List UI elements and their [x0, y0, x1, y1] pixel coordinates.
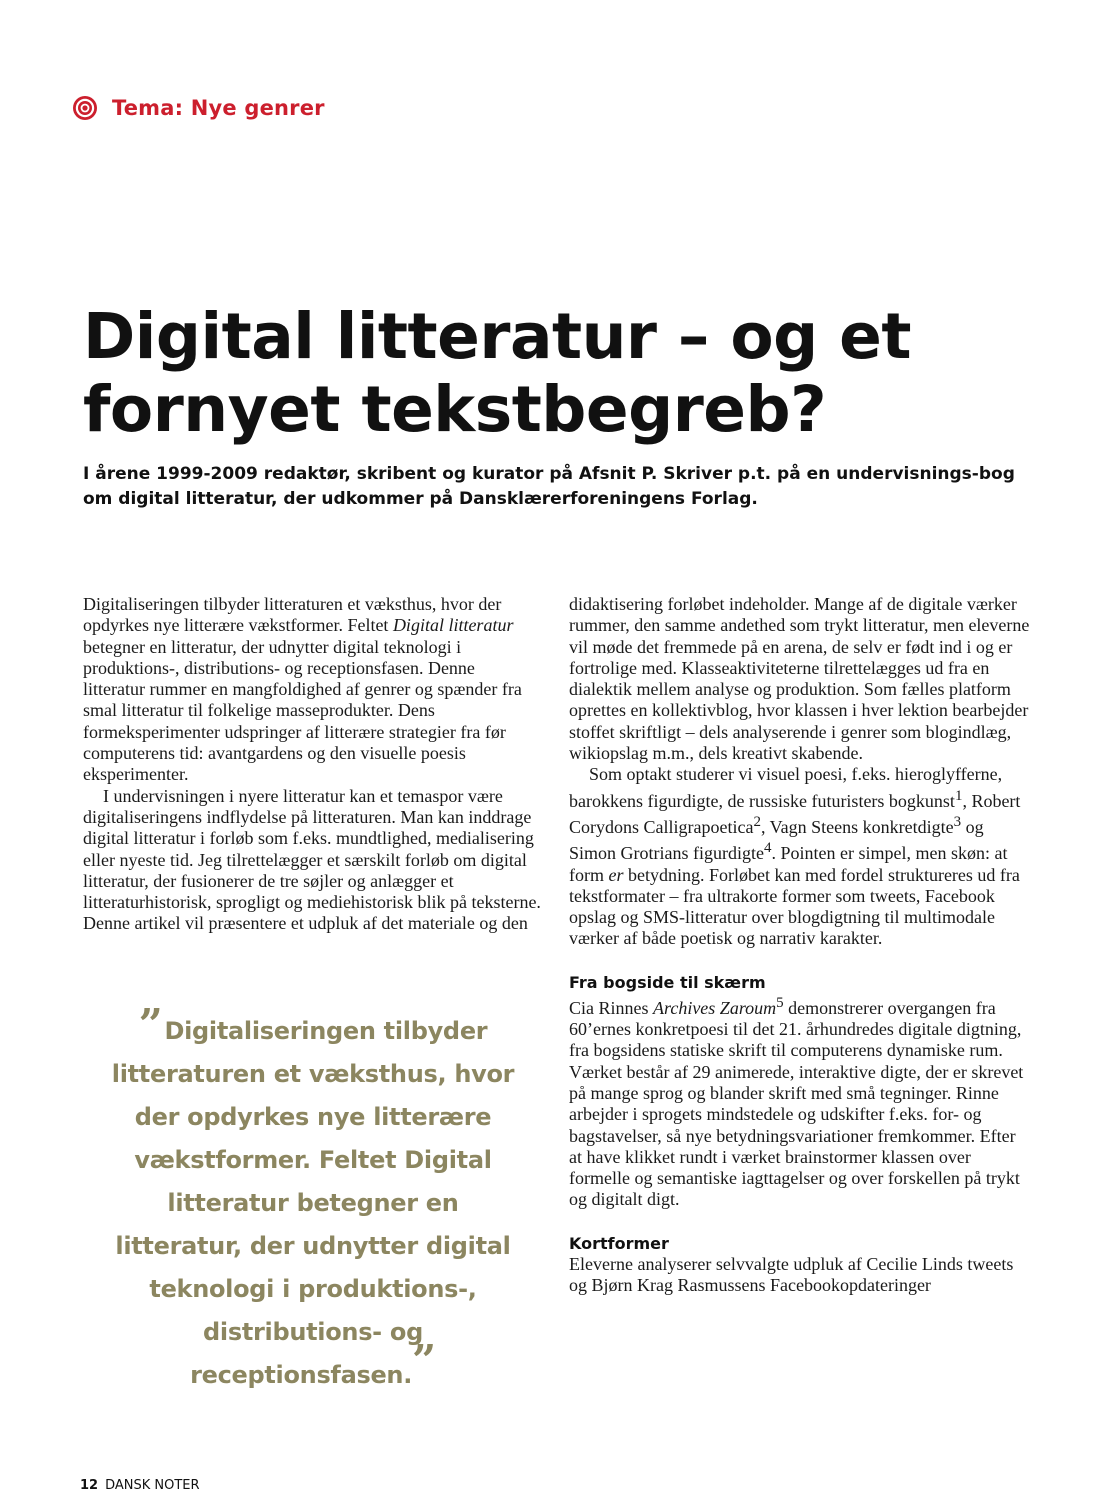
footnote-ref: 1: [954, 787, 963, 804]
footnote-ref: 3: [953, 813, 962, 830]
title-line-2: fornyet tekstbegreb?: [83, 373, 827, 446]
target-icon: [72, 95, 98, 121]
body-paragraph: Cia Rinnes Archives Zaroum$^5$ demonstrerer overgangen fra 60’ernes konkretpoesi til det 21. århundredes digitale digtning, fra bogsidens statiske skrift til computerens dynamiske rum. Værket består af 29 animerede, interaktive digte, der er skrevet på mange sprog og blander skrift med små tegninger. Rinne arbejder i sprogets mindstedele og udskifter f.eks. for- og bagstavelser, så nye betydningsvariationer fremkommer. Efter at have klikket rundt i værket brainstormer klassen over formelle og semantiske iagttagelser og over forskellen på trykt og digitalt digt.: [569, 994, 1024, 1210]
footnote-ref: 2: [753, 813, 761, 830]
body-paragraph: Digitaliseringen tilbyder litteraturen et væksthus, hvor der opdyrkes nye litterære vækstformer. Feltet Digital litteratur betegner en litteratur, der udnytter digital teknologi i produktions-, distributions- og receptionsfasen. Denne litteratur rummer en mangfoldighed af genrer og spænder fra smal litteratur til folkelige masseprodukter. Dens formeksperimenter udspringer af litterære strategier fra før computerens tid: avantgardens og den visuelle poesis eksperimenter.: [83, 594, 522, 785]
author-byline: I årene 1999-2009 redaktør, skribent og kurator på Afsnit P. Skriver p.t. på en undervisnings-bog om digital litteratur, der udkommer på Dansklærerforeningens Forlag.: [83, 464, 1015, 509]
body-paragraph: Som optakt studerer vi visuel poesi, f.eks. hieroglyfferne, barokkens figurdigte, de russiske futuristers bogkunst$^1$, Robert Corydons Calligrapoetica$^2$, Vagn Steens konkretdigte$^3$ og Simon Grotrians figurdigte$^4$. Pointen er simpel, men skøn: at form er betydning. Forløbet kan med fordel struktureres ud fra tekstformater – fra ultrakorte former som tweets, Facebook opslag og SMS-litteratur over blogdigtning til multimodale værker af både poetisk og narrativ karakter.: [569, 764, 1021, 949]
section-label: Tema: Nye genrer: [112, 96, 325, 120]
close-quote-mark: ”: [412, 1336, 436, 1385]
title-line-1: Digital litteratur – og et: [83, 300, 912, 373]
footnote-ref: 4: [763, 840, 772, 857]
subheading: Fra bogside til skærm: [569, 972, 766, 992]
article-title: [83, 300, 1083, 446]
pull-quote-text: Digitaliseringen tilbyder litteraturen et væksthus, hvor der opdyrkes nye litterære vækstformer. Feltet Digital litteratur betegner en litteratur, der udnytter digital teknologi i produktions-, distributions- og receptionsfasen.: [111, 1017, 515, 1389]
body-paragraph: Eleverne analyserer selvvalgte udpluk af Cecilie Linds tweets og Bjørn Krag Rasmussens Facebookopdateringer: [569, 1253, 1014, 1296]
page-footer: [80, 1476, 200, 1494]
open-quote-mark: ”: [138, 1000, 163, 1049]
pull-quote: [104, 1000, 522, 1397]
body-paragraph: I undervisningen i nyere litteratur kan et temaspor være digitaliseringens indflydelse på litteraturen. Man kan inddrage digital litteratur i forløb som f.eks. mundtlighed, medialisering eller nyeste tid. Jeg tilrettelægger et særskilt forløb om digital litteratur, der fusionerer de tre søjler og anlægger et litteraturhistorisk, sprogligt og mediehistorisk blik på teksterne. Denne artikel vil præsentere et udpluk af det materiale og den: [83, 785, 541, 934]
page-number: 12: [80, 1477, 99, 1493]
section-header: [72, 93, 325, 123]
subheading: Kortformer: [569, 1233, 669, 1253]
publication-name: DANSK NOTER: [105, 1477, 200, 1493]
body-paragraph: didaktisering forløbet indeholder. Mange af de digitale værker rummer, den samme andethed som trykt litteratur, men eleverne vil møde det fremmede på en arena, de selv er født ind i og er fortrolige med. Klasseaktiviteterne tilrettelægges ud fra en dialektik mellem analyse og produktion. Som fælles platform oprettes en kollektivblog, hvor klassen i hver lektion bearbejder stoffet skriftligt – dels analyserende i genrer som blogindlæg, wikiopslag m.m., dels kreativt skabende.: [569, 594, 1030, 764]
left-column: [83, 594, 541, 935]
footnote-ref: 5: [776, 994, 784, 1011]
right-column: [569, 594, 1031, 1296]
